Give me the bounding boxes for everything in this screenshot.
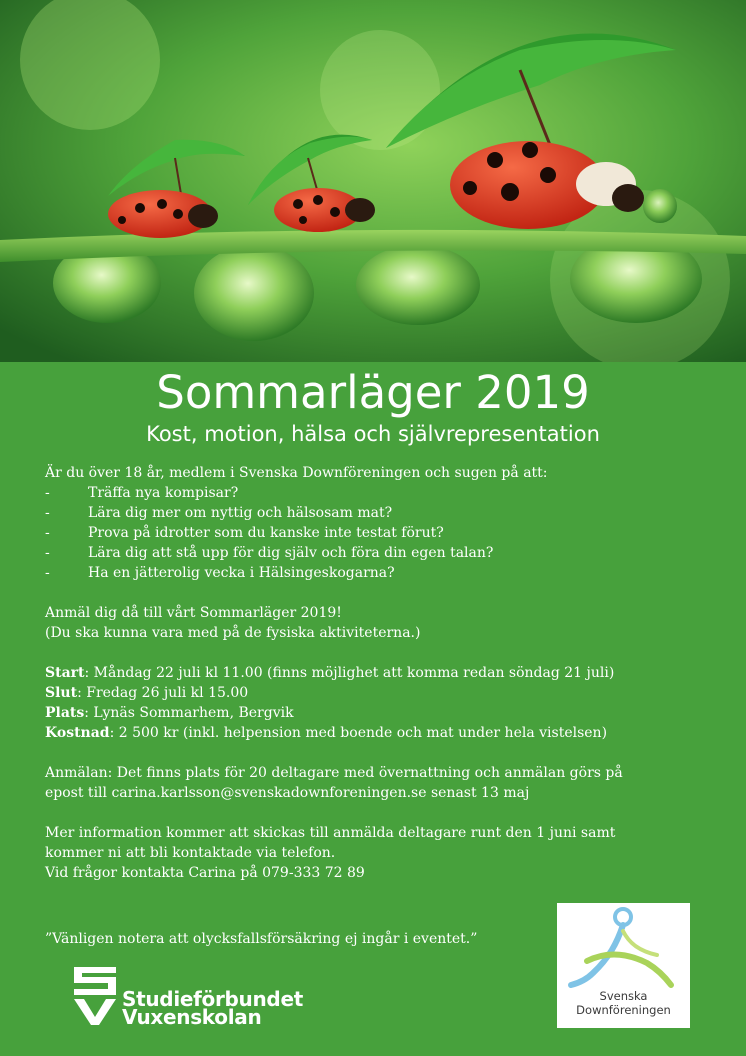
bullet-marker: - bbox=[45, 485, 50, 501]
poster-subtitle: Kost, motion, hälsa och självrepresentation bbox=[146, 422, 600, 446]
bullet-marker: - bbox=[45, 565, 50, 581]
content-panel bbox=[0, 362, 746, 1056]
bullet-marker: - bbox=[45, 525, 50, 541]
list-item-text: Träffa nya kompisar? bbox=[88, 485, 239, 501]
detail-label: Plats bbox=[45, 705, 85, 721]
detail-value: : Lynäs Sommarhem, Bergvik bbox=[84, 705, 294, 721]
poster-title: Sommarläger 2019 bbox=[156, 366, 590, 419]
sd-wordmark bbox=[557, 989, 690, 1017]
detail-value: : 2 500 kr (inkl. helpension med boende och mat under hela vistelsen) bbox=[109, 725, 608, 741]
detail-end bbox=[45, 683, 695, 703]
list-item bbox=[45, 483, 695, 503]
list-item-text: Prova på idrotter som du kanske inte testat förut? bbox=[88, 525, 444, 541]
list-item-text: Lära dig mer om nyttig och hälsosam mat? bbox=[88, 505, 393, 521]
list-item bbox=[45, 543, 695, 563]
list-item-text: Lära dig att stå upp för dig själv och föra din egen talan? bbox=[88, 545, 494, 561]
list-item bbox=[45, 523, 695, 543]
intro-text: Är du över 18 år, medlem i Svenska Downföreningen och sugen på att: bbox=[45, 465, 548, 481]
info-text: Mer information kommer att skickas till anmälda deltagare runt den 1 juni samt bbox=[45, 825, 616, 841]
bullet-marker: - bbox=[45, 505, 50, 521]
detail-start bbox=[45, 663, 695, 683]
list-item-text: Ha en jätterolig vecka i Hälsingeskogarna? bbox=[88, 565, 395, 581]
detail-place bbox=[45, 703, 695, 723]
list-item bbox=[45, 503, 695, 523]
detail-cost bbox=[45, 723, 695, 743]
sv-wordmark bbox=[122, 987, 303, 1029]
water-drop bbox=[194, 245, 314, 341]
detail-label: Start bbox=[45, 665, 85, 681]
sd-name-line1: Svenska bbox=[599, 989, 648, 1003]
bullet-marker: - bbox=[45, 545, 50, 561]
registration-text: Anmälan: Det finns plats för 20 deltagare med övernattning och anmälan görs på bbox=[45, 765, 623, 781]
downforeningen-emblem-icon bbox=[557, 903, 690, 989]
poster-body bbox=[45, 463, 695, 883]
registration-email: epost till carina.karlsson@svenskadownforeningen.se senast 13 maj bbox=[45, 785, 530, 801]
ladybugs-illustration bbox=[0, 0, 746, 362]
list-item bbox=[45, 563, 695, 583]
hero-image bbox=[0, 0, 746, 362]
water-drop bbox=[356, 245, 480, 325]
detail-value: : Fredag 26 juli kl 15.00 bbox=[77, 685, 249, 701]
sv-emblem-icon bbox=[70, 963, 120, 1027]
detail-value: : Måndag 22 juli kl 11.00 (finns möjlighet att komma redan söndag 21 juli) bbox=[84, 665, 615, 681]
sv-name-line2: Vuxenskolan bbox=[122, 1005, 262, 1029]
insurance-note: ”Vänligen notera att olycksfallsförsäkring ej ingår i eventet.” bbox=[45, 931, 478, 947]
studieforbundet-logo bbox=[70, 963, 360, 1033]
sd-name-line2: Downföreningen bbox=[576, 1003, 671, 1017]
detail-label: Kostnad bbox=[45, 725, 110, 741]
signup-text: Anmäl dig då till vårt Sommarläger 2019! bbox=[45, 605, 342, 621]
signup-note: (Du ska kunna vara med på de fysiska aktiviteterna.) bbox=[45, 625, 421, 641]
detail-label: Slut bbox=[45, 685, 78, 701]
info-text: kommer ni att bli kontaktade via telefon. bbox=[45, 845, 336, 861]
contact-text: Vid frågor kontakta Carina på 079-333 72 89 bbox=[45, 865, 365, 881]
sv-name-line1: Studieförbundet bbox=[122, 987, 303, 1011]
svenska-downforeningen-logo bbox=[557, 903, 690, 1028]
